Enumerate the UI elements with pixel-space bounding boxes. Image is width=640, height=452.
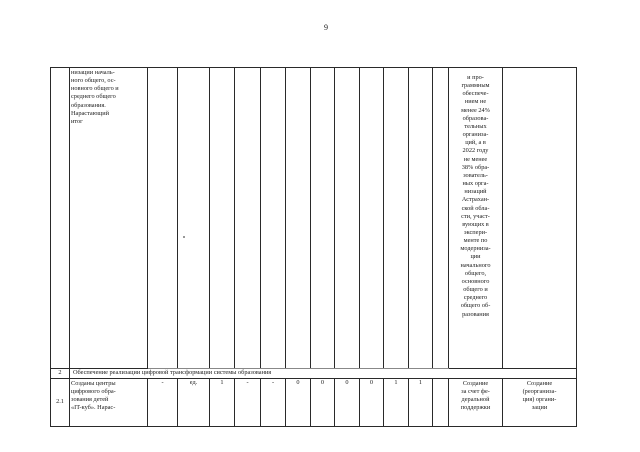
- last-line: ция) органи-: [522, 396, 557, 404]
- cont-result-line: общего об-: [460, 302, 491, 310]
- last-line: (реорганиза-: [522, 388, 557, 396]
- cont-result-line: ской обла-: [461, 204, 490, 212]
- cont-cell: [178, 68, 210, 369]
- cont-result-line: 2022 году: [462, 147, 489, 155]
- value-cell: 1: [384, 379, 409, 427]
- cont-cell: [286, 68, 311, 369]
- value-cell: 1: [409, 379, 433, 427]
- cont-result-line: и про-: [467, 74, 484, 81]
- cont-cell: [261, 68, 286, 369]
- cont-indicator-line: низации началь-: [71, 69, 115, 76]
- cont-result-line: обеспече-: [462, 90, 489, 98]
- cont-cell: [384, 68, 409, 369]
- cont-number-cell: [51, 68, 70, 369]
- value-cell: 0: [335, 379, 360, 427]
- cont-result-line: сти, участ-: [461, 212, 490, 220]
- cont-result-cell: [449, 68, 503, 369]
- cont-result-line: общего,: [464, 269, 487, 277]
- cont-result-line: граммным: [461, 82, 490, 90]
- cont-result-line: 38% обра-: [461, 163, 490, 171]
- cont-result-line: разования: [462, 310, 489, 318]
- indicator-line: «IT-куб». Нарас-: [71, 404, 116, 412]
- cont-indicator-line: итог: [71, 117, 83, 125]
- last-line: зации: [531, 404, 548, 412]
- cont-indicator-line: Нарастающий: [71, 109, 109, 117]
- value-cell: 0: [311, 379, 335, 427]
- last-line: Создание: [526, 380, 553, 387]
- cont-result-line: модерниза-: [460, 245, 491, 253]
- section-title: Обеспечение реализации цифровой трансформации системы образования: [70, 369, 577, 379]
- cont-cell: [210, 68, 235, 369]
- result-line: деральной: [461, 396, 490, 404]
- cont-result-line: не менее: [463, 155, 488, 163]
- base-value-cell: 1: [210, 379, 235, 427]
- cont-cell: [433, 68, 449, 369]
- result-line: поддержки: [460, 404, 491, 412]
- indicators-table: [50, 67, 577, 427]
- row-number: 2.1: [51, 379, 70, 427]
- cont-cell: [409, 68, 433, 369]
- cont-result-line: вующих в: [462, 220, 489, 228]
- cont-result-line: ций, а в: [465, 139, 486, 147]
- cont-indicator-line: образования.: [71, 101, 106, 109]
- cont-result-line: экспери-: [463, 228, 488, 236]
- indicator-line: зования детей: [71, 396, 109, 404]
- section-row: [51, 369, 577, 379]
- cont-result-line: зователь-: [463, 171, 488, 179]
- result-line: за счет фе-: [461, 388, 490, 396]
- cont-result-line: ных орга-: [462, 180, 489, 188]
- cont-result-line: основного: [461, 277, 490, 285]
- continuation-row: [51, 68, 577, 369]
- cont-cell: [235, 68, 261, 369]
- indicator-line: цифрового обра-: [71, 388, 116, 396]
- unit-cell: ед.: [178, 379, 210, 427]
- last-cell: [503, 379, 577, 427]
- cont-indicator-line: среднего общего: [71, 93, 116, 101]
- indicator-cell: [70, 379, 148, 427]
- cont-indicator-cell: [70, 68, 148, 369]
- dash-cell: -: [148, 379, 178, 427]
- value-cell: 0: [286, 379, 311, 427]
- cont-result-line: образова-: [462, 114, 489, 122]
- cont-result-line: организа-: [462, 131, 489, 139]
- result-line: Создание: [462, 380, 489, 387]
- dash-cell: -: [261, 379, 286, 427]
- cont-result-line: нием не: [464, 98, 487, 106]
- cont-result-line: начального: [460, 261, 491, 269]
- page-number: 9: [324, 23, 328, 32]
- cont-cell: [311, 68, 335, 369]
- scan-dot: [183, 236, 185, 238]
- cont-result-line: тельных: [464, 122, 487, 130]
- cont-cell: [148, 68, 178, 369]
- indicator-line: Созданы центры: [71, 380, 116, 387]
- result-cell: [449, 379, 503, 427]
- table-row-2-1: [51, 379, 577, 427]
- empty-cell: [433, 379, 449, 427]
- cont-cell: [335, 68, 360, 369]
- cont-result-line: низаций: [464, 188, 487, 196]
- cont-result-line: ции: [470, 253, 481, 261]
- cont-last-cell: [503, 68, 577, 369]
- cont-result-line: менте по: [463, 237, 488, 245]
- cont-result-line: общего и: [463, 286, 488, 294]
- value-cell: 0: [360, 379, 384, 427]
- cont-result-line: менее 24%: [461, 106, 490, 114]
- cont-indicator-line: новного общего и: [71, 85, 119, 93]
- cont-cell: [360, 68, 384, 369]
- cont-indicator-line: ного общего, ос-: [71, 77, 116, 85]
- dash-cell: -: [235, 379, 261, 427]
- cont-result-line: среднего: [463, 294, 488, 302]
- section-number: 2: [51, 369, 70, 379]
- cont-result-line: Астрахан-: [461, 196, 490, 204]
